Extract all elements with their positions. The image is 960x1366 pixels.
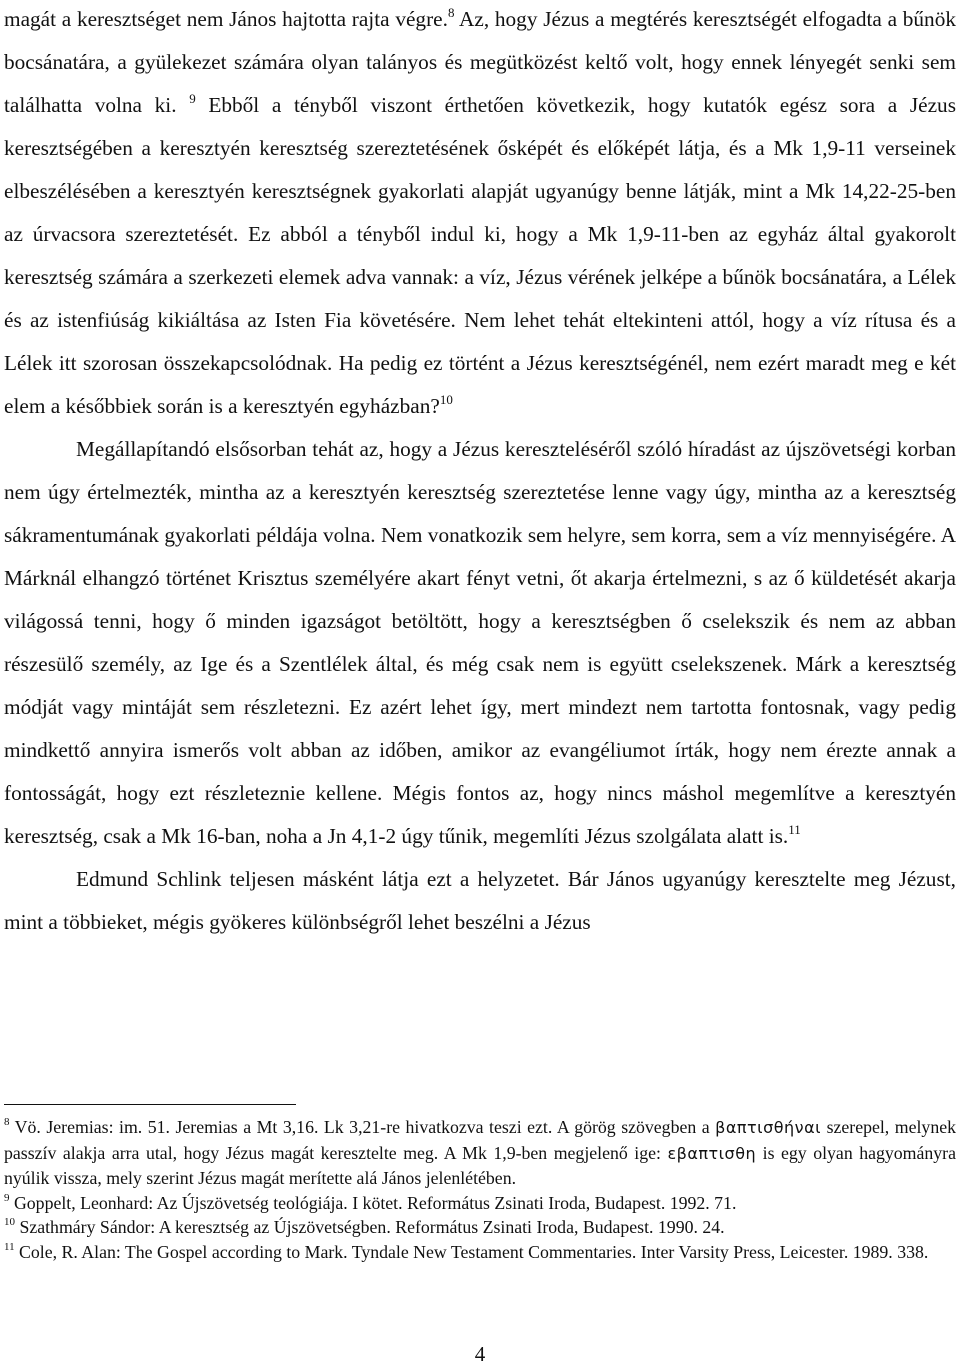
page-number: 4 xyxy=(474,1342,486,1366)
greek-word: βαπτισθήναι xyxy=(715,1118,822,1137)
footnote-text: szerepel, melynek passzív alakja arra utal, hogy Jézus magát keresztelte meg. A Mk 1,9-ben megjelenő ige: xyxy=(4,1117,956,1163)
footnote-number: 8 xyxy=(4,1116,10,1128)
footnote-text: Szathmáry Sándor: A keresztség az Újszövetségben. Református Zsinati Iroda, Budapest. 1990. 24. xyxy=(15,1217,725,1237)
paragraph-text: Edmund Schlink teljesen másként látja ezt a helyzetet. Bár János ugyanúgy keresztelte meg Jézust, mint a többieket, mégis gyökeres különbségről lehet beszélni a Jézus xyxy=(4,867,956,934)
footnote-text: Cole, R. Alan: The Gospel according to Mark. Tyndale New Testament Commentaries. Inter Varsity Press, Leicester. 1989. 338. xyxy=(14,1241,929,1262)
footnote-11 xyxy=(4,1240,956,1265)
footnote-number: 10 xyxy=(4,1216,15,1228)
footnote-separator xyxy=(4,1104,296,1105)
paragraph-text: Az, hogy Jézus a megtérés keresztségét elfogadta a bűnök bocsánatára, a gyülekezet számára olyan talányos és megütközést keltő volt, hogy ennek lényegét senki sem találhatta volna ki. xyxy=(4,7,956,117)
paragraph-text: Megállapítandó elsősorban tehát az, hogy a Jézus kereszteléséről szóló híradást az újszövetségi korban nem úgy értelmezték, mintha az a keresztyén keresztség szereztetése lenne vagy úgy, mintha az a keresztség sákramentumának gyakorlati példája volna. Nem vonatkozik sem helyre, sem korra, sem a víz mennyiségére. A Márknál elhangzó történet Krisztus személyére akart fényt vetni, őt akarja értelmezni, s az ő küldetését akarja világossá tenni, hogy ő minden igazságot betöltött, hogy a keresztségben ő cselekszik és nem az abban részesülő személy, az Ige és a Szentlélek által, és még csak nem is együtt cselekszenek. Márk a keresztség módját vagy mintáját sem részletezni. Ez azért lehet így, mert mindezt nem tartotta fontosnak, vagy pedig mindkettő annyira ismerős volt abban az időben, amikor az evangéliumot írták, hogy nem érezte annak a fontosságát, hogy ezt részleteznie kellene. Mégis fontos az, hogy nincs máshol megemlítve a keresztyén keresztség, csak a Mk 16-ban, noha a Jn 4,1-2 úgy tűnik, megemlíti Jézus szolgálata alatt is. xyxy=(4,437,956,848)
footnotes xyxy=(4,1115,956,1264)
paragraph-3 xyxy=(4,858,956,944)
footnote-9 xyxy=(4,1191,956,1216)
body-text xyxy=(4,0,956,944)
footnote-8 xyxy=(4,1115,956,1191)
footnote-number: 11 xyxy=(4,1240,15,1253)
paragraph-text: magát a keresztséget nem János hajtotta rajta végre. xyxy=(4,7,448,31)
paragraph-2 xyxy=(4,428,956,858)
greek-word: εβαπτισθη xyxy=(667,1143,757,1163)
footnote-text: Vö. Jeremias: im. 51. Jeremias a Mt 3,16. Lk 3,21-re hivatkozva teszi ezt. A görög szövegben a xyxy=(9,1117,716,1137)
footnote-ref-10[interactable]: 10 xyxy=(439,392,453,407)
footnote-text: is egy olyan hagyományra nyúlik vissza, mely szerint Jézus magát merítette alá János jelenlétében. xyxy=(4,1142,956,1188)
footnote-10 xyxy=(4,1215,956,1240)
footnote-text: Goppelt, Leonhard: Az Újszövetség teológiája. I kötet. Református Zsinati Iroda, Budapest. 1992. 71. xyxy=(9,1192,737,1213)
footnote-ref-11[interactable]: 11 xyxy=(788,822,801,837)
footnote-number: 9 xyxy=(4,1191,10,1204)
footnote-ref-9[interactable]: 9 xyxy=(189,91,196,106)
paragraph-text: Ebből a tényből viszont érthetően következik, hogy kutatók egész sora a Jézus keresztségében a keresztyén keresztség szereztetésének ősképét és előképét látja, és a Mk 1,9-11 verseinek elbeszélésében a keresztyén keresztségnek gyakorlati alapját ugyanúgy benne látják, mint a Mk 14,22-25-ben az úrvacsora szereztetését. Ez abból a tényből indul ki, hogy a Mk 1,9-11-ben az egyház által gyakorolt keresztség számára a szerkezeti elemek adva vannak: a víz, Jézus vérének jelképe a bűnök bocsánatára, a Lélek és az istenfiúság kikiáltása az Isten Fia követésére. Nem lehet tehát eltekinteni attól, hogy a víz rítusa és a Lélek itt szorosan összekapcsolódnak. Ha pedig ez történt a Jézus keresztségénél, nem ezért maradt meg e két elem a későbbiek során is a keresztyén egyházban? xyxy=(4,93,956,418)
paragraph-1 xyxy=(4,0,956,428)
footnote-ref-8[interactable]: 8 xyxy=(447,5,455,20)
